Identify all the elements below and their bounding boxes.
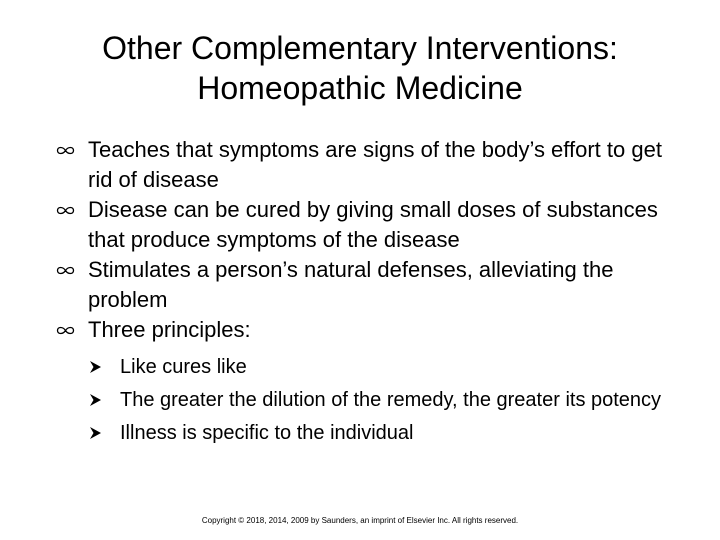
- bullet-text: Stimulates a person’s natural defenses, alleviating the problem: [88, 257, 614, 312]
- subbullet-text: The greater the dilution of the remedy, the greater its potency: [120, 389, 662, 411]
- arrowhead-icon: [89, 352, 109, 382]
- bullet-text: Teaches that symptoms are signs of the body’s effort to get rid of disease: [88, 137, 662, 192]
- infinity-icon: [55, 255, 75, 285]
- subbullet-item: [88, 352, 675, 382]
- slide-title-line-1: Other Complementary Interventions:: [102, 30, 618, 66]
- bullet-item: [55, 315, 675, 448]
- bullet-text: Three principles:: [88, 317, 251, 342]
- slide-title-line-2: Homeopathic Medicine: [197, 70, 523, 106]
- arrowhead-icon: [89, 418, 109, 448]
- slide-title: [40, 28, 680, 108]
- infinity-icon: [55, 135, 75, 165]
- bullet-item: [55, 255, 675, 315]
- bullet-list: [55, 135, 675, 451]
- infinity-icon: [55, 315, 75, 345]
- arrowhead-icon: [89, 385, 109, 415]
- infinity-icon: [55, 195, 75, 225]
- subbullet-list: [88, 352, 675, 448]
- subbullet-item: [88, 418, 675, 448]
- bullet-text: Disease can be cured by giving small doses of substances that produce symptoms of the disease: [88, 197, 658, 252]
- subbullet-item: [88, 385, 675, 415]
- copyright-notice: Copyright © 2018, 2014, 2009 by Saunders, an imprint of Elsevier Inc. All rights reserved.: [201, 516, 519, 525]
- subbullet-text: Like cures like: [120, 356, 247, 378]
- bullet-item: [55, 135, 675, 195]
- subbullet-text: Illness is specific to the individual: [120, 422, 414, 444]
- bullet-item: [55, 195, 675, 255]
